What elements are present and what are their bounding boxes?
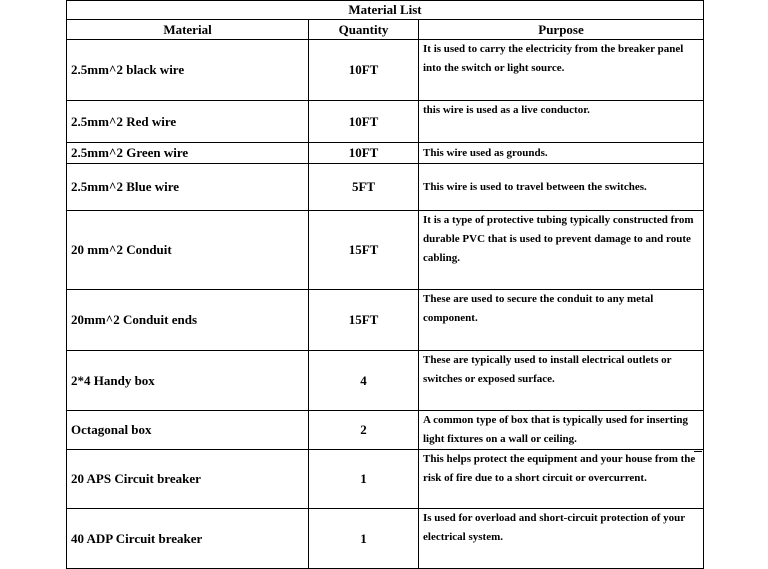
quantity-cell: 15FT <box>309 290 419 351</box>
material-cell: Octagonal box <box>67 411 309 450</box>
quantity-cell: 10FT <box>309 143 419 164</box>
table-row <box>67 351 704 411</box>
material-cell: 2.5mm^2 Red wire <box>67 101 309 143</box>
quantity-cell: 10FT <box>309 40 419 101</box>
table-row <box>67 450 704 509</box>
purpose-cell: A common type of box that is typically used for inserting light fixtures on a wall or ceiling. <box>419 411 704 450</box>
material-list-page <box>66 0 703 569</box>
table-row <box>67 164 704 211</box>
purpose-cell: It is used to carry the electricity from the breaker panel into the switch or light source. <box>419 40 704 101</box>
material-cell: 40 ADP Circuit breaker <box>67 509 309 569</box>
table-row <box>67 101 704 143</box>
header-purpose: Purpose <box>419 20 704 40</box>
purpose-cell: This helps protect the equipment and your house from the risk of fire due to a short circuit or overcurrent. <box>419 450 704 509</box>
quantity-cell: 10FT <box>309 101 419 143</box>
quantity-cell: 1 <box>309 509 419 569</box>
table-row <box>67 509 704 569</box>
material-cell: 2.5mm^2 Green wire <box>67 143 309 164</box>
stray-border-mark <box>694 451 702 452</box>
quantity-cell: 1 <box>309 450 419 509</box>
material-cell: 2.5mm^2 black wire <box>67 40 309 101</box>
header-quantity: Quantity <box>309 20 419 40</box>
material-cell: 2.5mm^2 Blue wire <box>67 164 309 211</box>
quantity-cell: 15FT <box>309 211 419 290</box>
table-title: Material List <box>67 1 704 20</box>
table-row <box>67 211 704 290</box>
quantity-cell: 5FT <box>309 164 419 211</box>
purpose-cell: Is used for overload and short-circuit protection of your electrical system. <box>419 509 704 569</box>
material-list-table <box>66 0 704 569</box>
purpose-cell: These are typically used to install electrical outlets or switches or exposed surface. <box>419 351 704 411</box>
table-row <box>67 411 704 450</box>
purpose-cell: It is a type of protective tubing typically constructed from durable PVC that is used to prevent damage to and route cabling. <box>419 211 704 290</box>
table-row <box>67 290 704 351</box>
material-cell: 2*4 Handy box <box>67 351 309 411</box>
material-cell: 20 APS Circuit breaker <box>67 450 309 509</box>
table-row <box>67 143 704 164</box>
purpose-cell: This wire is used to travel between the switches. <box>419 164 704 211</box>
purpose-cell: These are used to secure the conduit to any metal component. <box>419 290 704 351</box>
quantity-cell: 4 <box>309 351 419 411</box>
title-row <box>67 1 704 20</box>
table-row <box>67 40 704 101</box>
header-material: Material <box>67 20 309 40</box>
material-cell: 20mm^2 Conduit ends <box>67 290 309 351</box>
purpose-cell: this wire is used as a live conductor. <box>419 101 704 143</box>
purpose-cell: This wire used as grounds. <box>419 143 704 164</box>
quantity-cell: 2 <box>309 411 419 450</box>
material-cell: 20 mm^2 Conduit <box>67 211 309 290</box>
header-row <box>67 20 704 40</box>
